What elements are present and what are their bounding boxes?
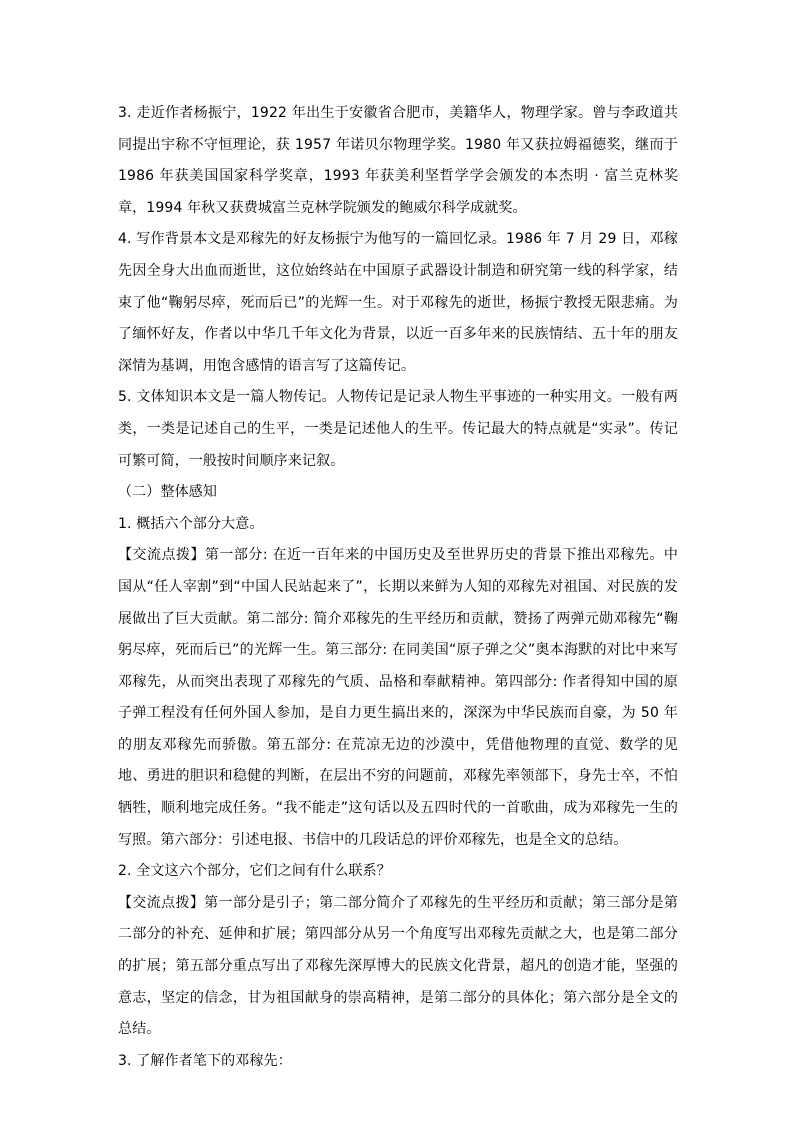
question-understand-deng-jiaxian: 3. 了解作者笔下的邓稼先： — [118, 1052, 292, 1069]
section-heading-overall-perception: （二）整体感知 — [118, 484, 218, 501]
paragraph-genre-knowledge: 5. 文体知识本文是一篇人物传记。人物传记是记录人物生平事迹的一种实用文。一般有两类，一类是记述自己的生平，一类是记述他人的生平。传记最大的特点就是“实录”。传记可繁可简，一般按时间顺序来记叙。 — [118, 389, 678, 469]
document-body — [118, 98, 678, 1077]
answer-parts-relationship: 【交流点拨】第一部分是引子；第二部分简介了邓稼先的生平经历和贡献；第三部分是第二部分的补充、延伸和扩展；第四部分从另一个角度写出邓稼先贡献之大，也是第二部分的扩展；第五部分重点写出了邓稼先深厚博大的民族文化背景，超凡的创造才能，坚强的意志，坚定的信念，甘为祖国献身的崇高精神，是第二部分的具体化；第六部分是全文的总结。 — [118, 894, 678, 1038]
question-summarize-six-parts: 1. 概括六个部分大意。 — [118, 515, 264, 532]
paragraph-author-intro: 3. 走近作者杨振宁，1922 年出生于安徽省合肥市，美籍华人，物理学家。曾与李政道共同提出宇称不守恒理论，获 1957 年诺贝尔物理学奖。1980 年又获拉姆福德奖，继而于 1986 年获美国国家科学奖章，1993 年获美利坚哲学学会颁发的本杰明 · 富兰克林奖章，1994 年秋又获费城富兰克林学院颁发的鲍威尔科学成就奖。 — [118, 105, 678, 216]
paragraph-writing-background: 4. 写作背景本文是邓稼先的好友杨振宁为他写的一篇回忆录。1986 年 7 月 29 日，邓稼先因全身大出血而逝世，这位始终站在中国原子武器设计制造和研究第一线的科学家，结束了他“鞠躬尽瘁，死而后已”的光辉一生。对于邓稼先的逝世，杨振宁教授无限悲痛。为了缅怀好友，作者以中华几千年文化为背景，以近一百多年来的民族情结、五十年的朋友深情为基调，用饱含感情的语言写了这篇传记。 — [118, 231, 678, 374]
question-parts-relationship: 2. 全文这六个部分，它们之间有什么联系？ — [118, 863, 391, 880]
answer-six-parts-summary: 【交流点拨】第一部分: 在近一百年来的中国历史及至世界历史的背景下推出邓稼先。中国从“任人宰割”到“中国人民站起来了”，长期以来鲜为人知的邓稼先对祖国、对民族的发展做出了巨大贡献。第二部分: 简介邓稼先的生平经历和贡献，赞扬了两弹元勋邓稼先“鞠躬尽瘁，死而后已”的光辉一生。第三部分: 在同美国“原子弹之父”奥本海默的对比中来写邓稼先，从而突出表现了邓稼先的气质、品格和奉献精神。第四部分: 作者得知中国的原子弹工程没有任何外国人参加，是自力更生搞出来的，深深为中华民族而自豪，为 50 年的朋友邓稼先而骄傲。第五部分: 在荒凉无边的沙漠中，凭借他物理的直觉、数学的见地、勇进的胆识和稳健的判断，在层出不穷的问题前，邓稼先率领部下，身先士卒，不怕牺牲，顺利地完成任务。“我不能走”这句话以及五四时代的一首歌曲，成为邓稼先一生的写照。第六部分：引述电报、书信中的几段话总的评价邓稼先，也是全文的总结。 — [118, 547, 678, 848]
